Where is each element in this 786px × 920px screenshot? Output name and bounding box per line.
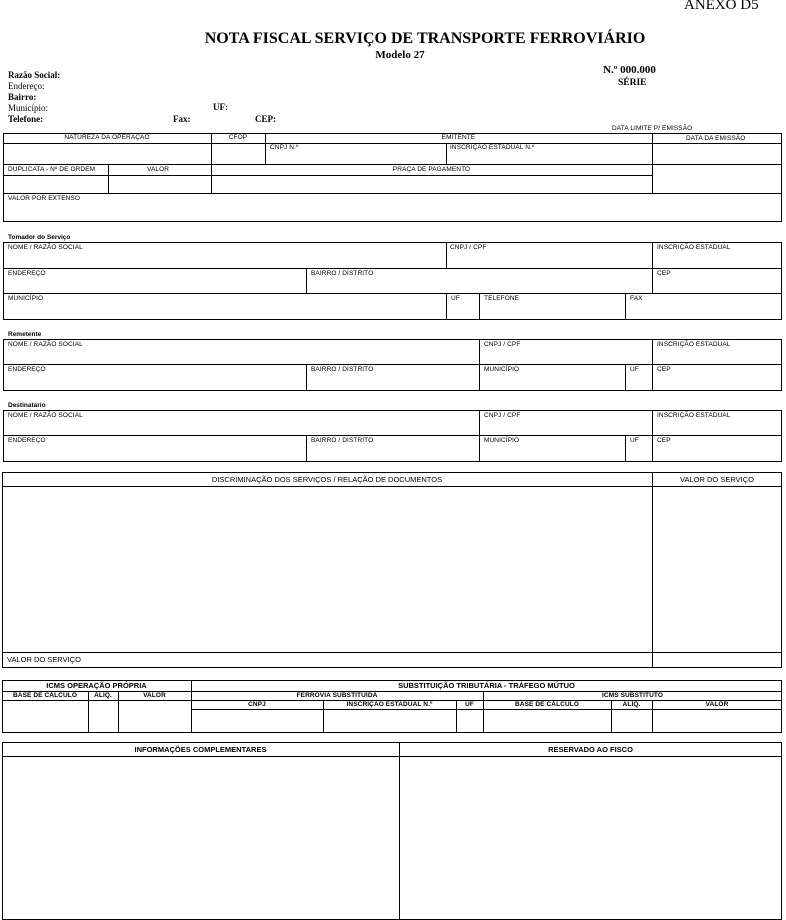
praca-pagamento-label: PRAÇA DE PAGAMENTO xyxy=(392,166,471,173)
emitente-label: EMITENTE xyxy=(441,134,476,141)
duplicata-valor-label: VALOR xyxy=(147,166,170,173)
ferrovia-cnpj-label: CNPJ xyxy=(248,701,266,708)
bairro-label: Bairro: xyxy=(8,92,37,102)
remetente-cep-label: CEP xyxy=(657,366,671,373)
operation-block xyxy=(3,133,782,222)
ferrovia-uf-label: UF xyxy=(465,701,474,708)
fax-label: Fax: xyxy=(173,114,191,124)
destinatario-cep-label: CEP xyxy=(657,437,671,444)
model-label: Modelo 27 xyxy=(375,49,425,61)
icms-aliq-label: ALÍQ. xyxy=(94,692,112,699)
endereco-label: Endereço: xyxy=(8,81,45,91)
remetente-bairro-label: BAIRRO / DISTRITO xyxy=(311,366,374,373)
tomador-cnpj-label: CNPJ / CPF xyxy=(450,244,487,251)
icms-propria-header: ICMS OPERAÇÃO PRÓPRIA xyxy=(46,681,147,690)
tomador-fax-label: FAX xyxy=(630,295,643,302)
uf-label: UF: xyxy=(213,102,228,112)
ferrovia-inscricao-label: INSCRIÇÃO ESTADUAL N.º xyxy=(346,701,433,708)
remetente-endereco-label: ENDEREÇO xyxy=(8,366,46,373)
icms-substituto-label: ICMS SUBSTITUTO xyxy=(602,692,663,699)
subst-base-label: BASE DE CÁLCULO xyxy=(515,701,579,708)
reservado-fisco-header: RESERVADO AO FISCO xyxy=(548,745,633,754)
destinatario-bairro-label: BAIRRO / DISTRITO xyxy=(311,437,374,444)
destinatario-cnpj-label: CNPJ / CPF xyxy=(484,412,521,419)
emitente-inscricao-label: INSCRIÇÃO ESTADUAL N.º xyxy=(450,144,535,151)
services-block xyxy=(2,472,782,668)
valor-servico-column-header: VALOR DO SERVIÇO xyxy=(680,475,754,484)
destinatario-inscricao-label: INSCRIÇÃO ESTADUAL xyxy=(657,412,731,419)
tomador-block xyxy=(3,242,782,320)
tomador-endereco-label: ENDEREÇO xyxy=(8,270,46,277)
emitente-cnpj-label: CNPJ N.º xyxy=(270,144,299,151)
substituicao-header: SUBSTITUIÇÃO TRIBUTÁRIA - TRÁFEGO MÚTUO xyxy=(398,681,575,690)
destinatario-municipio-label: MUNICÍPIO xyxy=(484,437,520,444)
invoice-number: N.º 000.000 xyxy=(603,64,656,76)
tomador-cep-label: CEP xyxy=(657,270,671,277)
remetente-municipio-label: MUNICÍPIO xyxy=(484,366,520,373)
duplicata-label: DUPLICATA - Nº DE ORDEM xyxy=(8,166,96,173)
informacoes-complementares-header: INFORMAÇÕES COMPLEMENTARES xyxy=(134,745,267,754)
tomador-nome-label: NOME / RAZÃO SOCIAL xyxy=(8,244,83,251)
icms-valor-label: VALOR xyxy=(143,692,166,699)
document-title: NOTA FISCAL SERVIÇO DE TRANSPORTE FERROVIÁRIO xyxy=(204,30,646,47)
destinatario-nome-label: NOME / RAZÃO SOCIAL xyxy=(8,412,83,419)
destinatario-uf-label: UF xyxy=(630,437,639,444)
municipio-label: Município: xyxy=(8,103,48,113)
tomador-section-title: Tomador do Serviço xyxy=(8,234,71,241)
discriminacao-header: DISCRIMINAÇÃO DOS SERVIÇOS / RELAÇÃO DE DOCUMENTOS xyxy=(211,475,443,484)
destinatario-endereco-label: ENDEREÇO xyxy=(8,437,46,444)
valor-servico-total-label: VALOR DO SERVIÇO xyxy=(7,655,81,664)
remetente-section-title: Remetente xyxy=(8,331,42,338)
cep-label: CEP: xyxy=(255,114,276,124)
tomador-municipio-label: MUNICÍPIO xyxy=(8,295,44,302)
data-limite-label: DATA LIMITE P/ EMISSÃO xyxy=(612,125,693,132)
razao-social-label: Razão Social: xyxy=(8,70,61,80)
subst-aliq-label: ALÍQ. xyxy=(622,701,641,708)
telefone-label: Telefone: xyxy=(8,114,44,124)
tomador-uf-label: UF xyxy=(451,295,460,302)
remetente-inscricao-label: INSCRIÇÃO ESTADUAL xyxy=(657,341,731,348)
tomador-telefone-label: TELEFONE xyxy=(484,295,520,302)
natureza-operacao-label: NATUREZA DA OPERAÇÃO xyxy=(64,134,150,141)
icms-base-label: BASE DE CÁLCULO xyxy=(13,692,77,699)
ferrovia-substituida-label: FERROVIA SUBSTITUÍDA xyxy=(296,692,378,699)
series-label: SÉRIE xyxy=(618,78,647,88)
data-emissao-label: DATA DA EMISSÃO xyxy=(686,135,746,142)
destinatario-section-title: Destinatário xyxy=(8,402,46,409)
tomador-inscricao-label: INSCRIÇÃO ESTADUAL xyxy=(657,244,731,251)
annex-label: ANEXO D5 xyxy=(684,0,759,13)
tomador-bairro-label: BAIRRO / DISTRITO xyxy=(311,270,374,277)
subst-valor-label: VALOR xyxy=(705,701,729,708)
valor-extenso-label: VALOR POR EXTENSO xyxy=(8,195,81,202)
remetente-uf-label: UF xyxy=(630,366,639,373)
remetente-cnpj-label: CNPJ / CPF xyxy=(484,341,521,348)
bottom-block xyxy=(2,742,782,920)
cfop-label: CFOP xyxy=(228,134,248,141)
remetente-nome-label: NOME / RAZÃO SOCIAL xyxy=(8,341,83,348)
